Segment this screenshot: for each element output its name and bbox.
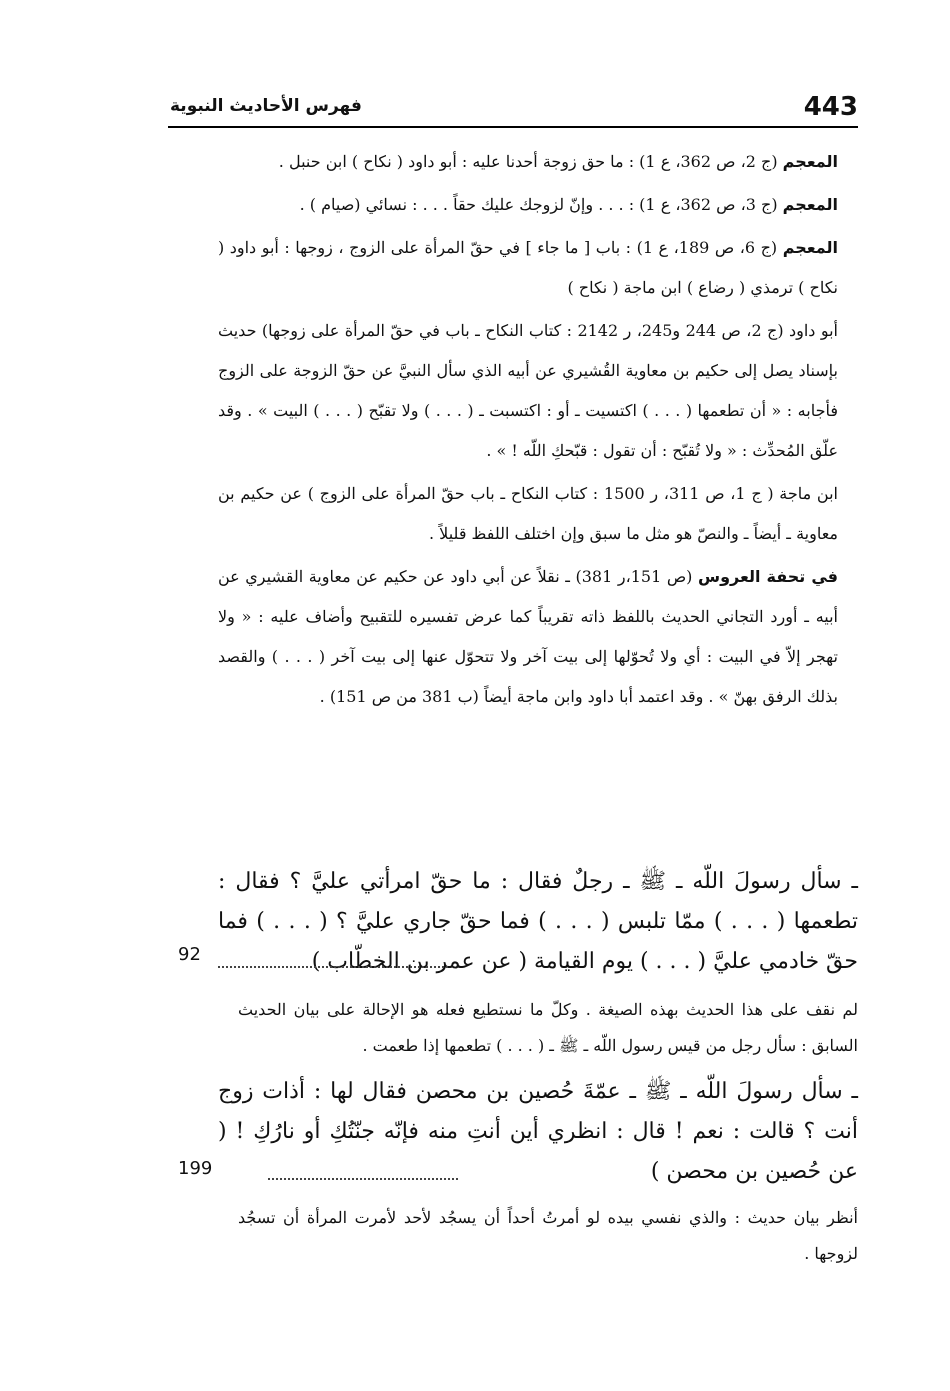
- references-block: [218, 142, 838, 720]
- reference-label: المعجم: [782, 195, 838, 214]
- reference-label: في تحفة العروس: [698, 567, 839, 586]
- reference-text: أبو داود (ج 2، ص 244 و245، ر 2142 : كتاب النكاح ـ باب في حقّ المرأة على زوجها) حديث بإسناد يصل إلى حكيم بن معاوية القُشيري عن أبيه الذي سأل النبيَّ عن حقّ الزوجة على الزوج فأجابه : « أن تطعمها ( . . . ) اكتسيت ـ أو : اكتسبت ـ ( . . . ) ولا تقبّح ( . . . ) البيت » . وقد علّق المُحدِّث : « ولا تُقبّح : أن تقول : قبّحكِ اللّه ! » .: [218, 321, 839, 460]
- reference-text: (ج 6، ص 189، ع 1) : باب [ ما جاء ] في حقّ المرأة على الزوج ، زوجها : أبو داود ( نكاح ) ترمذي ( رضاع ) ابن ماجة ( نكاح ): [218, 238, 838, 297]
- reference-paragraph: [218, 185, 838, 225]
- reference-text: (ج 2، ص 362، ع 1) : ما حق زوجة أحدنا عليه : أبو داود ( نكاح ) ابن حنبل .: [278, 152, 778, 171]
- reference-text: (ج 3، ص 362، ع 1) : . . . وإنّ لزوجك عليك حقاً . . . : نسائي (صيام ) .: [299, 195, 778, 214]
- hadith-number: 92: [178, 944, 201, 965]
- reference-paragraph: [218, 142, 838, 182]
- page-number: 443: [803, 92, 858, 122]
- hadith-text: ـ سأل رسولَ اللّه ـ ﷺ ـ عمّةَ حُصين بن محصن فقال لها : أذات زوج أنت ؟ قالت : نعم ! قال : انظري أين أنتِ منه فإنّه جنّتُكِ أو نارُكِ ! ( عن حُصين بن محصن ): [218, 1079, 858, 1184]
- reference-label: المعجم: [782, 238, 839, 257]
- hadith-text: ـ سأل رسولَ اللّه ـ ﷺ ـ رجلٌ فقال : ما حقّ امرأتي عليَّ ؟ فقال : تطعمها ( . . . ) ممّا تلبس ( . . . ) فما حقّ جاري عليَّ ؟ ( . . . ) فما حقّ خادمي عليَّ ( . . . ) يوم القيامة ( عن عمر بن الخطّاب ): [218, 869, 858, 974]
- leader-dots: [218, 966, 448, 968]
- hadith-note: لم نقف على هذا الحديث بهذه الصيغة . وكلّ ما نستطيع فعله هو الإحالة على بيان الحديث السابق : سأل رجل من قيس رسول اللّه ـ ﷺ ـ ( . . . ) تطعمها إذا طعمت .: [238, 1000, 858, 1055]
- reference-text: ابن ماجة ( ج 1، ص 311، ر 1500 : كتاب النكاح ـ باب حقّ المرأة على الزوج ) عن حكيم بن معاوية ـ أيضاً ـ والنصّ هو مثل ما سبق وإن اختلف اللفظ قليلاً .: [218, 484, 839, 543]
- page-header: [168, 92, 858, 128]
- reference-paragraph: [218, 557, 838, 717]
- reference-paragraph: [218, 474, 838, 554]
- reference-paragraph: [218, 311, 838, 471]
- reference-label: المعجم: [782, 152, 838, 171]
- hadith-entry: [178, 862, 858, 1064]
- leader-dots: [268, 1178, 458, 1180]
- hadith-entry: [178, 1072, 858, 1272]
- reference-text: (ص 151،ر 381) ـ نقلاً عن أبي داود عن حكيم عن معاوية القشيري عن أبيه ـ أورد التجاني الحديث باللفظ ذاته تقريباً كما عرض تفسيره للتقبيح وأضاف عليه : « ولا تهجر إلاّ في البيت : أي ولا تُحوّلها إلى بيت آخر ولا تتحوّل عنها إلى بيت آخر ( . . . ) والقصد بذلك الرفق بهنّ » . وقد اعتمد أبا داود وابن ماجة أيضاً (ب 381 من ص 151) .: [218, 567, 838, 706]
- hadith-number: 199: [178, 1158, 213, 1179]
- hadith-note: أنظر بيان حديث : والذي نفسي بيده لو أمرتُ أحداً أن يسجُد لأحد لأمرت المرأة أن تسجُد لزوجها .: [238, 1208, 858, 1263]
- running-title: فهرس الأحاديث النبوية: [170, 96, 362, 116]
- reference-paragraph: [218, 228, 838, 308]
